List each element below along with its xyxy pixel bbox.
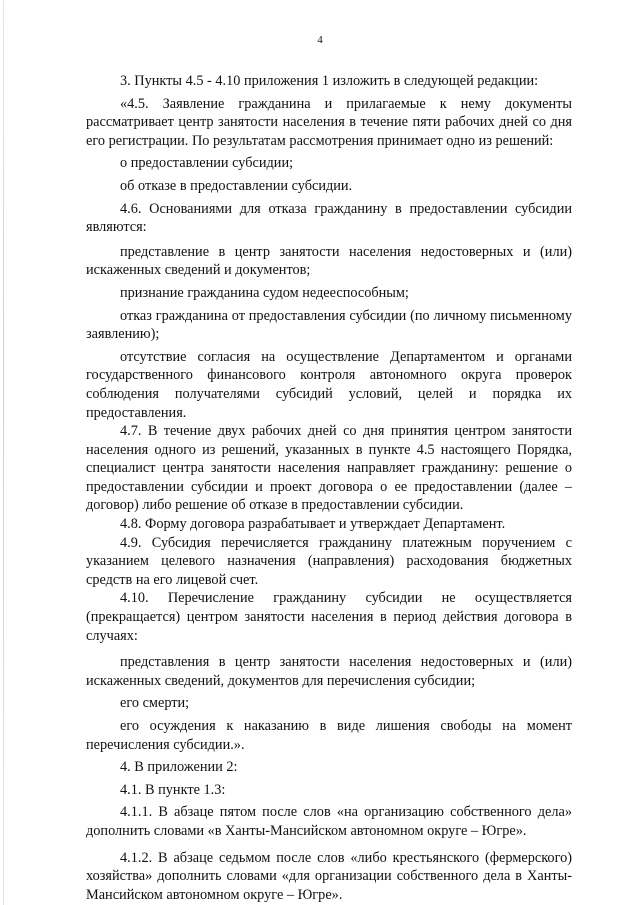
paragraph-decision-grant: о предоставлении субсидии; bbox=[120, 155, 294, 172]
paragraph-4-1: 4.1. В пункте 1.3: bbox=[120, 781, 226, 798]
page-scan-edge bbox=[3, 0, 4, 905]
paragraph-4-1-2: 4.1.2. В абзаце седьмом после слов «либо крестьянского (фермерского) хозяйства» дополнить словами «для организации собственного дела в Ханты-Мансийском автономном округе – Югре». bbox=[86, 849, 572, 903]
paragraph-reason-refusal: отказ гражданина от предоставления субсидии (по личному письменному заявлению); bbox=[86, 307, 572, 343]
paragraph-item-4: 4. В приложении 2: bbox=[120, 759, 238, 776]
paragraph-reason-incapacity: признание гражданина судом недееспособным; bbox=[120, 284, 409, 301]
paragraph-reason-false-info: представление в центр занятости населения недостоверных и (или) искаженных сведений и документов; bbox=[86, 243, 572, 279]
paragraph-4-7: 4.7. В течение двух рабочих дней со дня принятия центром занятости населения одного из решений, указанных в пункте 4.5 настоящего Порядка, специалист центра занятости населения направляет гражданину: решение о предоставлении субсидии и проект договора о ее предоставлении (далее – договор) либо решение об отказе в предоставлении субсидии. bbox=[86, 423, 572, 514]
paragraph-4-1-1: 4.1.1. В абзаце пятом после слов «на организацию собственного дела» дополнить словами «в Ханты-Мансийском автономном округе – Югре». bbox=[86, 804, 572, 839]
paragraph-4-10: 4.10. Перечисление гражданину субсидии не осуществляется (прекращается) центром занятости населения в период действия договора в случаях: bbox=[86, 590, 572, 644]
paragraph-reason-no-consent: отсутствие согласия на осуществление Департаментом и органами государственного финансового контроля автономного округа проверок соблюдения получателями субсидий условий, целей и порядка их предоставления. bbox=[86, 348, 572, 421]
document-body bbox=[86, 72, 572, 904]
paragraph-4-9: 4.9. Субсидия перечисляется гражданину платежным поручением с указанием целевого назначения (направления) расходования бюджетных средств на его лицевой счет. bbox=[86, 534, 572, 588]
paragraph-case-false-info: представления в центр занятости населения недостоверных и (или) искаженных сведений, документов для перечисления субсидии; bbox=[86, 654, 572, 689]
paragraph-item-3: 3. Пункты 4.5 - 4.10 приложения 1 изложить в следующей редакции: bbox=[120, 73, 539, 89]
paragraph-decision-refuse: об отказе в предоставлении субсидии. bbox=[120, 177, 353, 194]
paragraph-case-death: его смерти; bbox=[120, 695, 190, 712]
paragraph-4-5: «4.5. Заявление гражданина и прилагаемые к нему документы рассматривает центр занятости населения в течение пяти рабочих дней со дня его регистрации. По результатам рассмотрения принимает одно из решений: bbox=[86, 95, 572, 149]
paragraph-case-conviction: его осуждения к наказанию в виде лишения свободы на момент перечисления субсидии.». bbox=[86, 718, 572, 753]
paragraph-4-6: 4.6. Основаниями для отказа гражданину в предоставлении субсидии являются: bbox=[86, 200, 572, 236]
page-number: 4 bbox=[317, 34, 323, 46]
paragraph-4-8: 4.8. Форму договора разрабатывает и утверждает Департамент. bbox=[120, 516, 506, 533]
